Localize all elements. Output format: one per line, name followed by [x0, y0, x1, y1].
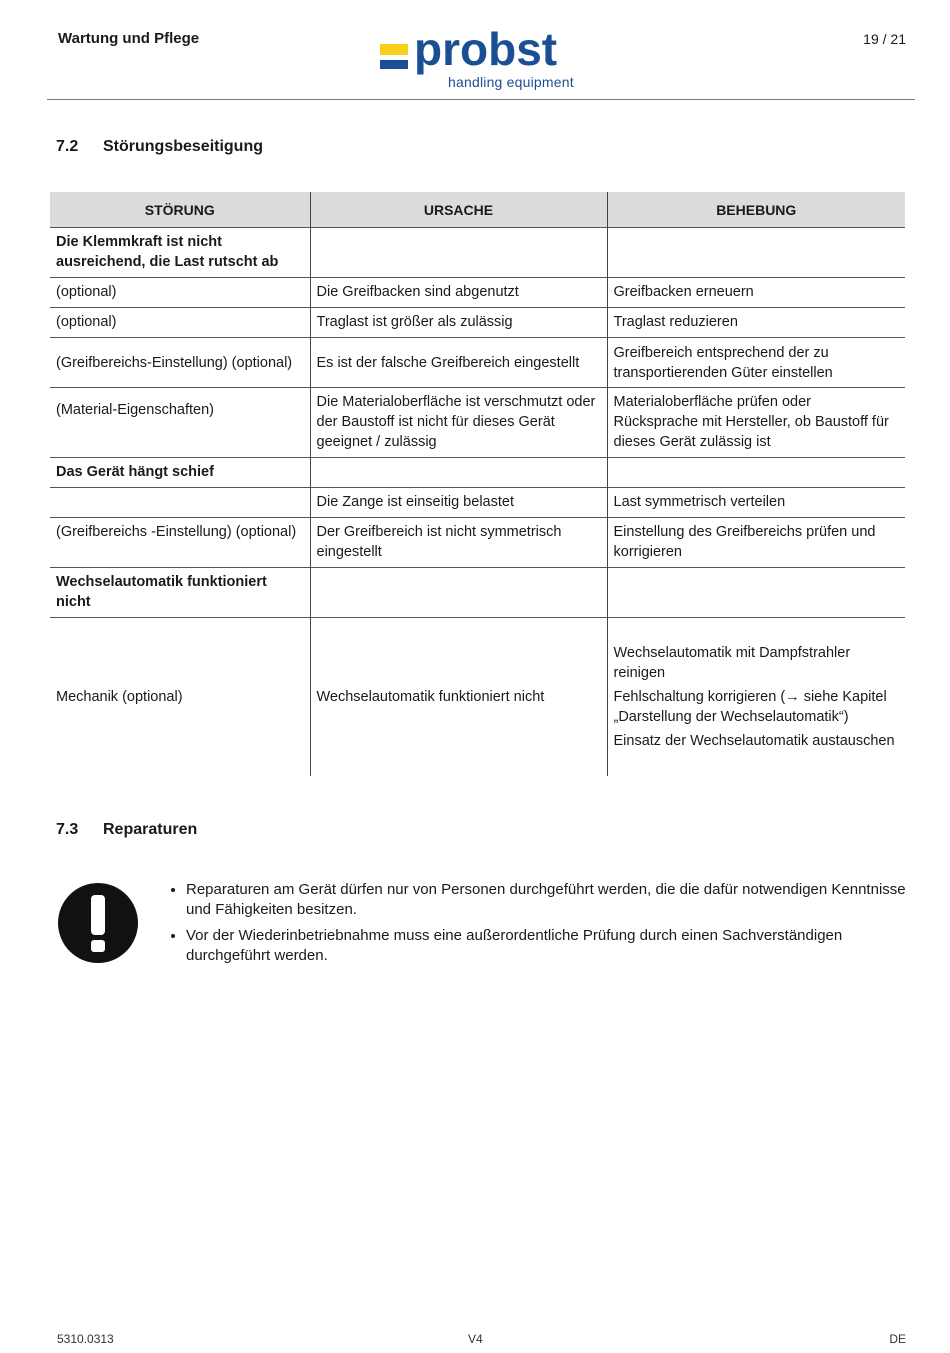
logo-wordmark: probst: [414, 23, 558, 75]
section-number: 7.3: [56, 821, 79, 838]
remedy-line: Wechselautomatik mit Dampfstrahler reinigen: [613, 644, 851, 681]
section-number: 7.2: [56, 138, 79, 155]
remedy-cell: Greifbacken erneuern: [607, 278, 905, 308]
section-heading-7-3: [56, 821, 197, 839]
fault-cell: (Greifbereichs-Einstellung) (optional): [50, 338, 310, 388]
remedy-cell: Greifbereich entsprechend der zu transportierenden Güter einstellen: [607, 338, 905, 388]
table-row: [50, 388, 905, 458]
cause-cell: Wechselautomatik funktioniert nicht: [310, 618, 607, 776]
logo-yellow-bar: [380, 44, 408, 55]
cause-cell: [310, 568, 607, 618]
remedy-line: Einsatz der Wechselautomatik austauschen: [613, 732, 895, 749]
cause-cell: Die Zange ist einseitig belastet: [310, 488, 607, 518]
logo-tagline: handling equipment: [448, 74, 574, 90]
remedy-cell: Traglast reduzieren: [607, 308, 905, 338]
footer-version: V4: [468, 1332, 483, 1346]
fault-cell: Mechanik (optional): [50, 618, 310, 776]
fault-cell: Die Klemmkraft ist nicht ausreichend, die Last rutscht ab: [50, 228, 310, 278]
cause-cell: Traglast ist größer als zulässig: [310, 308, 607, 338]
cause-cell: Die Greifbacken sind abgenutzt: [310, 278, 607, 308]
table-row: [50, 618, 905, 776]
fault-cell: Das Gerät hängt schief: [50, 458, 310, 488]
page-number: 19 / 21: [863, 31, 906, 47]
section-title: Reparaturen: [103, 821, 198, 838]
column-header: URSACHE: [310, 192, 607, 228]
column-header: BEHEBUNG: [607, 192, 905, 228]
table-row: [50, 518, 905, 568]
footer-language: DE: [889, 1332, 906, 1346]
table-row: [50, 568, 905, 618]
fault-cell: (optional): [50, 278, 310, 308]
cause-cell: Der Greifbereich ist nicht symmetrisch eingestellt: [310, 518, 607, 568]
cause-cell: Die Materialoberfläche ist verschmutzt oder der Baustoff ist nicht für dieses Gerät geeignet / zulässig: [310, 388, 607, 458]
list-item: • Reparaturen am Gerät dürfen nur von Personen durchgeführt werden, die die dafür notwendigen Kenntnisse und Fähigkeiten besitzen.: [186, 880, 916, 920]
remedy-cell: [607, 568, 905, 618]
repairs-list: [152, 880, 916, 972]
header-section-title: Wartung und Pflege: [58, 30, 200, 47]
fault-cell: (optional): [50, 308, 310, 338]
fault-cell: Wechselautomatik funktioniert nicht: [50, 568, 310, 618]
cause-cell: [310, 458, 607, 488]
table-row: [50, 458, 905, 488]
footer-doc-number: 5310.0313: [57, 1332, 114, 1346]
fault-cell: (Greifbereichs -Einstellung) (optional): [50, 518, 310, 568]
table-row: [50, 228, 905, 278]
cause-cell: [310, 228, 607, 278]
remedy-cell: Einstellung des Greifbereichs prüfen und korrigieren: [607, 518, 905, 568]
table-row: [50, 338, 905, 388]
header-divider: [47, 99, 915, 100]
remedy-cell: [607, 618, 905, 776]
table-row: [50, 308, 905, 338]
remedy-cell: [607, 228, 905, 278]
cause-cell: Es ist der falsche Greifbereich eingestellt: [310, 338, 607, 388]
fault-cell: (Material-Eigenschaften): [50, 388, 310, 458]
exclamation-icon: [57, 882, 139, 964]
remedy-cell: Materialoberfläche prüfen oder Rücksprache mit Hersteller, ob Baustoff für dieses Gerät zulässig ist: [607, 388, 905, 458]
table-row: [50, 278, 905, 308]
section-heading-7-2: [56, 138, 263, 156]
table-header-row: [50, 192, 905, 228]
remedy-line: Fehlschaltung korrigieren (→ siehe Kapitel „Darstellung der Wechselautomatik“): [613, 688, 887, 725]
section-title: Störungsbeseitigung: [103, 138, 263, 155]
column-header: STÖRUNG: [50, 192, 310, 228]
probst-logo: [380, 23, 600, 96]
list-item: • Vor der Wiederinbetriebnahme muss eine außerordentliche Prüfung durch einen Sachverständigen durchgeführt werden.: [186, 926, 916, 966]
logo-blue-bar: [380, 60, 408, 69]
table-row: [50, 488, 905, 518]
remedy-cell: Last symmetrisch verteilen: [607, 488, 905, 518]
fault-cell: [50, 488, 310, 518]
troubleshooting-table: [50, 192, 905, 776]
remedy-cell: [607, 458, 905, 488]
